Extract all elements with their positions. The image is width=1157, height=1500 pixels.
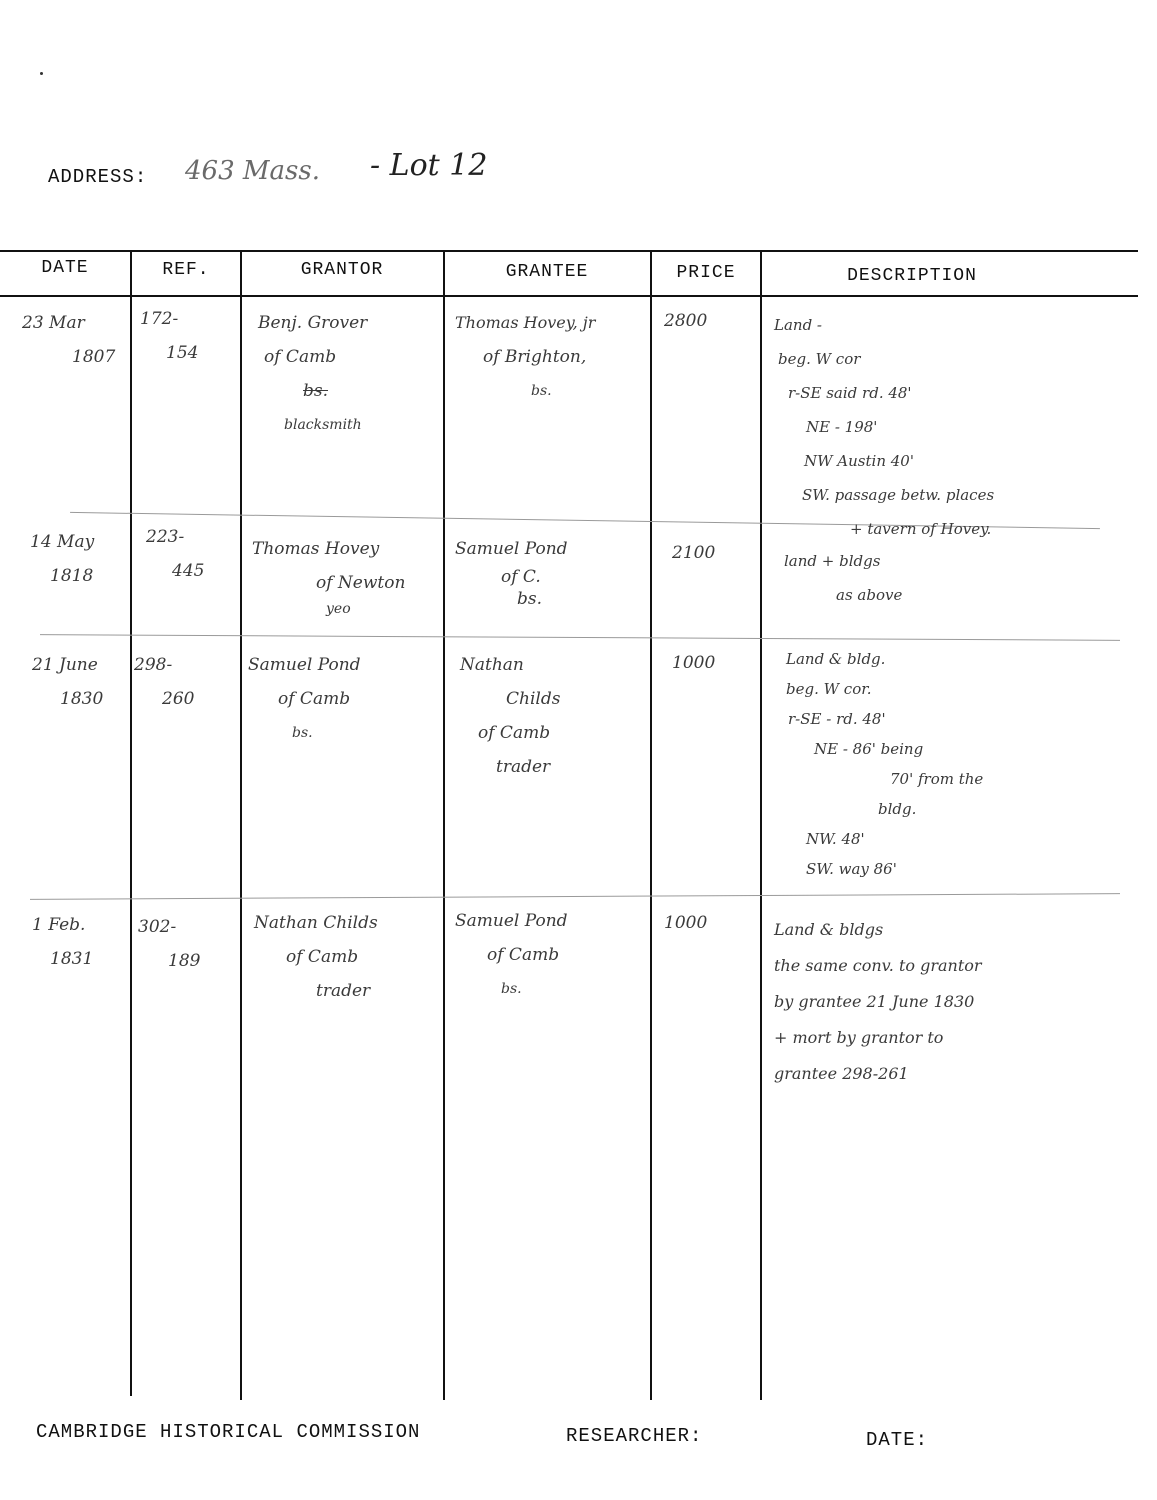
table-row-3-grantee: Nathan Childs of Camb trader	[460, 655, 561, 777]
table-row-3-description: Land & bldg. beg. W cor. r-SE - rd. 48' NE - 86' being 70' from the bldg. NW. 48' SW. way 86'	[786, 650, 984, 878]
table-row-1-description: Land - beg. W cor r-SE said rd. 48' NE - 198' NW Austin 40' SW. passage betw. places + tavern of Hovey.	[774, 316, 995, 538]
table-row-2-date: 14 May 1818	[30, 532, 95, 586]
table-row-2-grantee: Samuel Pond of C. bs.	[455, 539, 568, 609]
table-row-4-ref: 302- 189	[138, 917, 201, 971]
table-row-1-grantee: Thomas Hovey, jr of Brighton, bs.	[455, 313, 596, 399]
footer-date-label: DATE:	[866, 1429, 929, 1451]
table-row-2-ref: 223- 445	[146, 527, 205, 581]
table-row-1-ref: 172- 154	[140, 309, 199, 363]
header-description: DESCRIPTION	[847, 266, 977, 286]
table-row-3-price: 1000	[672, 653, 716, 673]
table-row-4-date: 1 Feb. 1831	[32, 915, 94, 969]
table-row-4-grantee: Samuel Pond of Camb bs.	[455, 911, 568, 997]
table-row-3-ref: 298- 260	[134, 655, 195, 709]
footer-commission: CAMBRIDGE HISTORICAL COMMISSION	[36, 1421, 421, 1443]
col-divider-date	[130, 250, 132, 1396]
table-row-4-price: 1000	[664, 913, 708, 933]
table-row-2-grantor: Thomas Hovey of Newton yeo	[252, 539, 406, 617]
address-value-street: 463 Mass.	[185, 156, 320, 186]
table-row-4-description: Land & bldgs the same conv. to grantor by grantee 21 June 1830 + mort by grantor to grantee 298-261	[774, 920, 982, 1083]
table-row-4-grantor: Nathan Childs of Camb trader	[254, 913, 378, 1001]
col-divider-ref	[240, 250, 242, 1400]
table-row-2-price: 2100	[672, 543, 716, 563]
header-date: DATE	[41, 258, 89, 278]
table-row-1-grantor: Benj. Grover of Camb bs. blacksmith	[258, 313, 368, 433]
address-label: ADDRESS:	[48, 166, 148, 188]
col-divider-grantor	[443, 250, 445, 1400]
table-row-1-price: 2800	[664, 311, 708, 331]
table-header-rule	[0, 295, 1138, 297]
header-price: PRICE	[676, 263, 736, 283]
table-row-3-date: 21 June 1830	[32, 655, 104, 709]
entry-separator	[40, 634, 1120, 641]
stray-dot	[40, 72, 43, 75]
header-grantee: GRANTEE	[505, 262, 589, 282]
entry-separator	[30, 893, 1120, 900]
col-divider-price	[760, 250, 762, 1400]
header-ref: REF.	[162, 260, 210, 280]
address-value-lot: - Lot 12	[370, 148, 488, 183]
table-row-3-grantor: Samuel Pond of Camb bs.	[248, 655, 361, 741]
col-divider-grantee	[650, 250, 652, 1400]
header-grantor: GRANTOR	[300, 260, 384, 280]
table-row-2-description: land + bldgs as above	[784, 552, 903, 604]
table-top-rule	[0, 250, 1138, 252]
footer-researcher-label: RESEARCHER:	[566, 1425, 703, 1447]
table-row-1-date: 23 Mar 1807	[22, 313, 116, 367]
